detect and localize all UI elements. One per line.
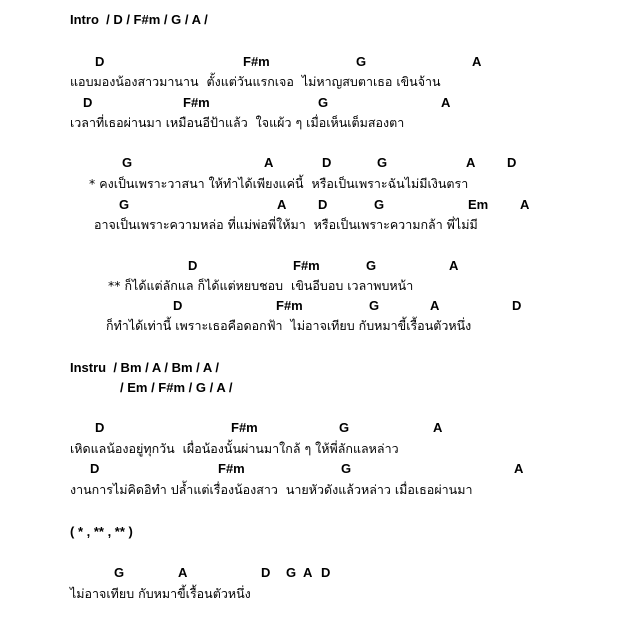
chord: D [507,155,517,170]
chord: A [303,565,313,580]
chord: F#m [276,298,303,313]
chord: D [321,565,331,580]
chord: D [322,155,332,170]
chord: D [90,461,100,476]
chord: F#m [218,461,245,476]
intro-line: Intro / D / F#m / G / A / [70,12,208,27]
chord: D [95,54,105,69]
chord: G [119,197,130,212]
chord: D [173,298,183,313]
chord: G [339,420,350,435]
chord: D [512,298,522,313]
lyric-line: อาจเป็นเพราะความหล่อ ที่แม่พ่อพี่ให้มา หรือเป็นเพราะความกล้า พี่ไม่มี [94,217,478,232]
chord: A [472,54,482,69]
chord: G [366,258,377,273]
chord: Em [468,197,489,212]
chord: F#m [293,258,320,273]
chord: D [83,95,93,110]
chord: G [286,565,297,580]
chord: D [95,420,105,435]
chord: G [356,54,367,69]
chord: D [188,258,198,273]
instru-line-1: Instru / Bm / A / Bm / A / [70,360,220,375]
chord: G [341,461,352,476]
chord: D [261,565,271,580]
chord: A [277,197,287,212]
instru-line-2: / Em / F#m / G / A / [120,380,233,395]
chord: G [114,565,125,580]
chord: D [318,197,328,212]
chord: G [369,298,380,313]
lyric-line: เหิดแลน้องอยู่ทุกวัน เผื่อน้องนั้นผ่านมาใกล้ ๆ ให้พี่ลักแลหล่าว [70,441,399,456]
lyric-line: ก็ทำได้เท่านี้ เพราะเธอคือดอกฟ้า ไม่อาจเทียบ กับหมาขี้เรื้อนตัวหนึ่ง [106,318,472,333]
chord: A [433,420,443,435]
lyric-line: ** ก็ได้แต่ลักแล ก็ได้แต่หยบชอบ เขินอีบอบ เวลาพบหน้า [108,278,414,293]
lyric-line: ไม่อาจเทียบ กับหมาขี้เรื้อนตัวหนึ่ง [70,586,251,601]
chord: G [318,95,329,110]
chord: G [377,155,388,170]
chord: A [178,565,188,580]
lyric-line: * คงเป็นเพราะวาสนา ให้ทำได้เพียงแค่นี้ หรือเป็นเพราะฉันไม่มีเงินตรา [89,176,469,191]
lyric-line: เวลาที่เธอผ่านมา เหมือนอีป้าแล้ว ใจแผ้ว ๆ เมื่อเห็นเต็มสองตา [70,115,405,130]
chord: A [441,95,451,110]
lyric-line: แอบมองน้องสาวมานาน ตั้งแต่วันแรกเจอ ไม่หาญสบตาเธอ เขินจ้าน [70,74,441,89]
chord: G [122,155,133,170]
chord: A [264,155,274,170]
chord: A [430,298,440,313]
repeat-marker: ( * , ** , ** ) [70,524,133,539]
chord: A [449,258,459,273]
chord: A [514,461,524,476]
chord: F#m [231,420,258,435]
chord: F#m [183,95,210,110]
lyric-line: งานการไม่คิดอิทำ ปล้ำแต่เรื่องน้องสาว นายหัวดังแล้วหล่าว เมื่อเธอผ่านมา [70,482,473,497]
chord: A [520,197,530,212]
chord: F#m [243,54,270,69]
chord: A [466,155,476,170]
chord: G [374,197,385,212]
